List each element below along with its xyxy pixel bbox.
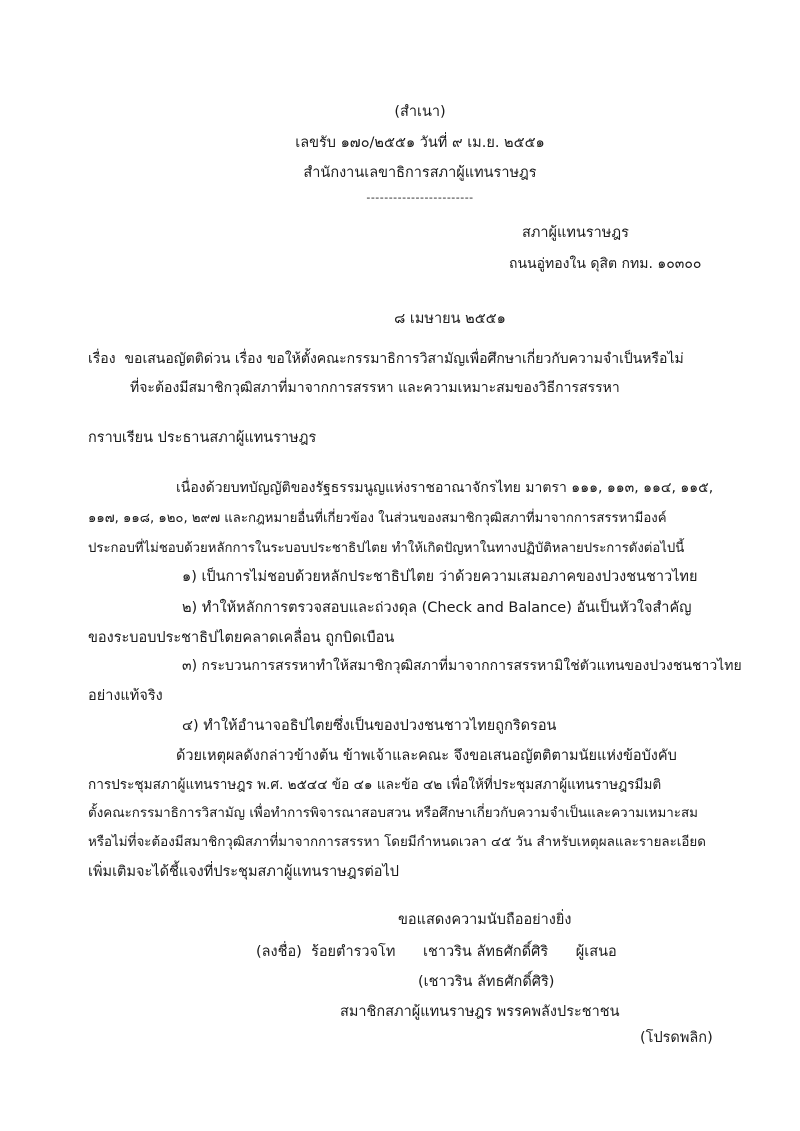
closing-line-1: ด้วยเหตุผลดังกล่าวข้างต้น ข้าพเจ้าและคณะ จึงขอเสนอญัตติตามนัยแห่งข้อบังคับ bbox=[176, 748, 677, 764]
item-1: ๑) เป็นการไม่ชอบด้วยหลักประชาธิปไตย ว่าด้วยความเสมอภาคของปวงชนชาวไทย bbox=[182, 569, 698, 585]
salutation: กราบเรียน ประธานสภาผู้แทนราษฎร bbox=[88, 430, 317, 446]
closing-line-5: เพิ่มเติมจะได้ชี้แจงที่ประชุมสภาผู้แทนราษฎรต่อไป bbox=[88, 864, 399, 880]
signed-label: (ลงชื่อ) bbox=[256, 944, 302, 960]
signature-line bbox=[256, 944, 617, 961]
office-name: สำนักงานเลขาธิการสภาผู้แทนราษฎร bbox=[303, 165, 537, 181]
signer-rank: ร้อยตำรวจโท bbox=[311, 944, 396, 960]
closing-line-4: หรือไม่ที่จะต้องมีสมาชิกวุฒิสภาที่มาจากการสรรหา โดยมีกำหนดเวลา ๔๕ วัน สำหรับเหตุผลและรายละเอียด bbox=[88, 835, 706, 850]
item-3-line-1: ๓) กระบวนการสรรหาทำให้สมาชิกวุฒิสภาที่มาจากการสรรหามิใช่ตัวแทนของปวงชนชาวไทย bbox=[182, 658, 742, 674]
body-intro-line-1: เนื่องด้วยบทบัญญัติของรัฐธรรมนูญแห่งราชอาณาจักรไทย มาตรา ๑๑๑, ๑๑๓, ๑๑๔, ๑๑๕, bbox=[176, 480, 714, 496]
subject-line-1 bbox=[88, 351, 684, 368]
closing-line-2: การประชุมสภาผู้แทนราษฎร พ.ศ. ๒๕๔๔ ข้อ ๔๑ และข้อ ๔๒ เพื่อให้ที่ประชุมสภาผู้แทนราษฎรมีมติ bbox=[88, 777, 662, 793]
body-intro-line-2: ๑๑๗, ๑๑๘, ๑๒๐, ๒๙๗ และกฎหมายอื่นที่เกี่ยวข้อง ในส่วนของสมาชิกวุฒิสภาที่มาจากการสรรหามีองค์ bbox=[88, 511, 667, 526]
address-line-1: สภาผู้แทนราษฎร bbox=[522, 225, 629, 241]
subject-line-2: ที่จะต้องมีสมาชิกวุฒิสภาที่มาจากการสรรหา และความเหมาะสมของวิธีการสรรหา bbox=[130, 380, 620, 396]
signer-position: สมาชิกสภาผู้แทนราษฎร พรรคพลังประชาชน bbox=[340, 1004, 620, 1020]
subject-text-1: ขอเสนอญัตติด่วน เรื่อง ขอให้ตั้งคณะกรรมาธิการวิสามัญเพื่อศึกษาเกี่ยวกับความจำเป็นหรือไม่ bbox=[124, 351, 684, 367]
closing-line-3: ตั้งคณะกรรมาธิการวิสามัญ เพื่อทำการพิจารณาสอบสวน หรือศึกษาเกี่ยวกับความจำเป็นและความเหมาะสม bbox=[88, 806, 698, 821]
item-3-line-2: อย่างแท้จริง bbox=[88, 688, 163, 704]
letter-date: ๘ เมษายน ๒๕๕๑ bbox=[394, 311, 506, 327]
copy-note: (สำเนา) bbox=[394, 104, 446, 120]
subject-label: เรื่อง bbox=[88, 351, 116, 367]
signer-name: เชาวริน ลัทธศักดิ์ศิริ bbox=[423, 944, 549, 960]
address-line-2: ถนนอู่ทองใน ดุสิต กทม. ๑๐๓๐๐ bbox=[509, 256, 702, 272]
printed-name: (เชาวริน ลัทธศักดิ์ศิริ) bbox=[418, 974, 555, 990]
item-2-line-1: ๒) ทำให้หลักการตรวจสอบและถ่วงดุล (Check and Balance) อันเป็นหัวใจสำคัญ bbox=[182, 600, 692, 616]
receipt-line: เลขรับ ๑๗๐/๒๕๕๑ วันที่ ๙ เม.ย. ๒๕๕๑ bbox=[295, 135, 545, 151]
item-4: ๔) ทำให้อำนาจอธิปไตยซึ่งเป็นของปวงชนชาวไทยถูกริดรอน bbox=[182, 718, 557, 734]
closing-respect: ขอแสดงความนับถืออย่างยิ่ง bbox=[398, 912, 572, 928]
signer-role: ผู้เสนอ bbox=[575, 944, 617, 960]
header-divider: ------------------------ bbox=[366, 191, 474, 204]
turn-over-note: (โปรดพลิก) bbox=[640, 1030, 713, 1046]
body-intro-line-3: ประกอบที่ไม่ชอบด้วยหลักการในระบอบประชาธิปไตย ทำให้เกิดปัญหาในทางปฏิบัติหลายประการดังต่อไปนี้ bbox=[88, 541, 685, 556]
item-2-line-2: ของระบอบประชาธิปไตยคลาดเคลื่อน ถูกบิดเบือน bbox=[88, 630, 395, 646]
